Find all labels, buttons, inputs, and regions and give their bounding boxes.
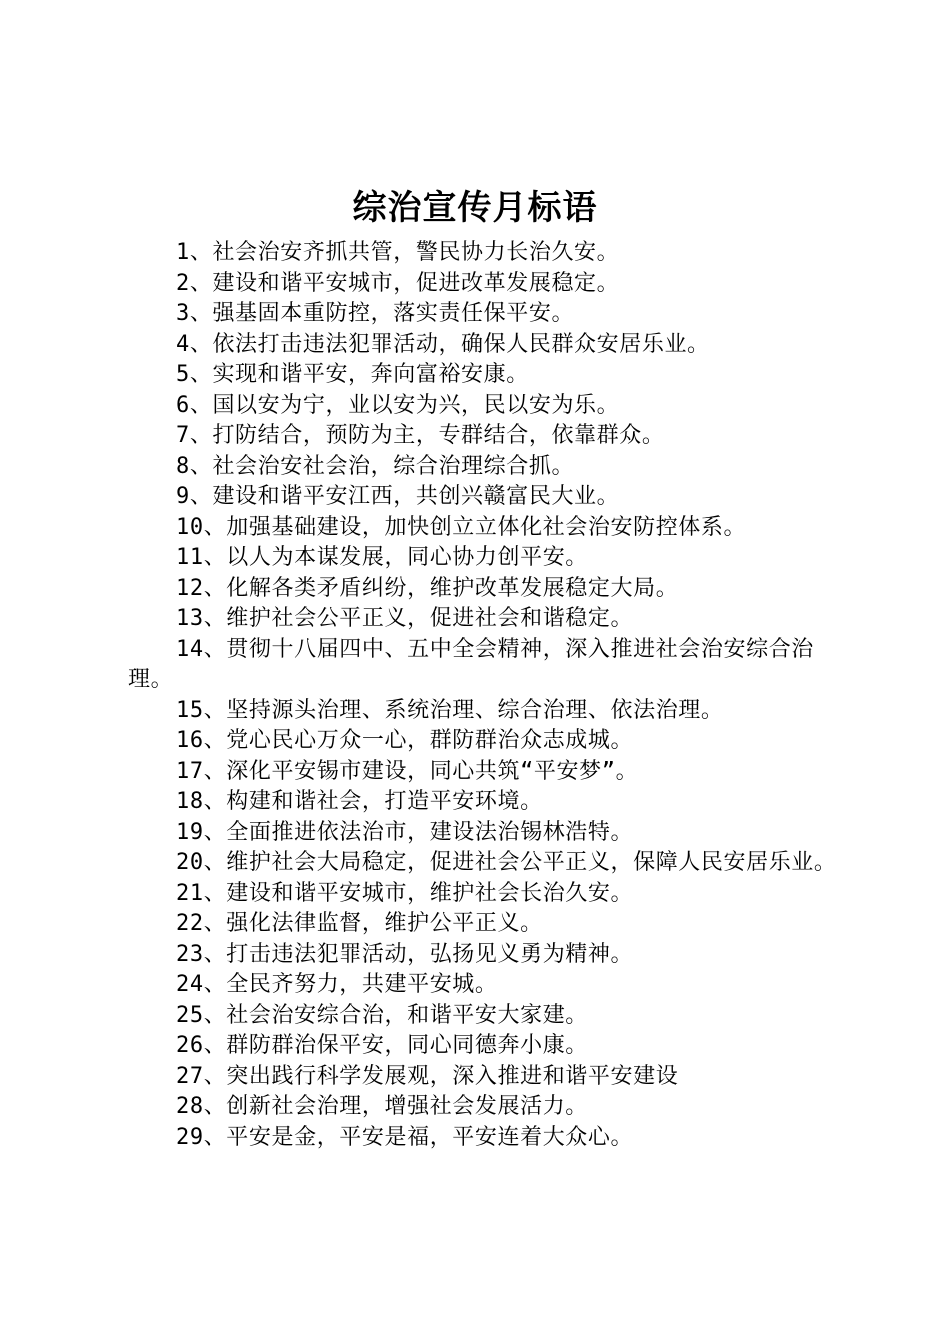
slogan-item: 17、深化平安锡市建设，同心共筑“平安梦”。 bbox=[176, 758, 639, 784]
slogan-item: 25、社会治安综合治，和谐平安大家建。 bbox=[176, 1002, 588, 1028]
slogan-item: 9、建设和谐平安江西，共创兴赣富民大业。 bbox=[176, 484, 620, 509]
slogan-item: 18、构建和谐社会，打造平安环境。 bbox=[176, 789, 543, 814]
slogan-item: 24、全民齐努力，共建平安城。 bbox=[176, 972, 498, 997]
slogan-item: 21、建设和谐平安城市，维护社会长治久安。 bbox=[176, 880, 634, 906]
document-title: 综治宣传月标语 bbox=[352, 188, 598, 228]
slogan-item: 26、群防群治保平安，同心同德奔小康。 bbox=[176, 1033, 588, 1058]
slogan-item: 4、依法打击违法犯罪活动，确保人民群众安居乐业。 bbox=[176, 331, 710, 357]
slogan-item: 5、实现和谐平安，奔向富裕安康。 bbox=[176, 362, 529, 387]
slogan-item: 6、国以安为宁，业以安为兴，民以安为乐。 bbox=[176, 392, 620, 418]
slogan-item: 20、维护社会大局稳定，促进社会公平正义，保障人民安居乐业。 bbox=[176, 850, 837, 875]
slogan-item: 27、突出践行科学发展观，深入推进和谐平安建设 bbox=[176, 1063, 679, 1089]
slogan-item: 14、贯彻十八届四中、五中全会精神，深入推进社会治安综合治理。 bbox=[128, 636, 814, 692]
slogan-item: 10、加强基础建设，加快创立立体化社会治安防控体系。 bbox=[176, 514, 747, 540]
slogan-item: 15、坚持源头治理、系统治理、综合治理、依法治理。 bbox=[176, 697, 724, 723]
slogan-item: 28、创新社会治理，增强社会发展活力。 bbox=[176, 1094, 588, 1119]
slogan-item: 7、打防结合，预防为主，专群结合，依靠群众。 bbox=[176, 423, 665, 448]
slogan-item: 29、平安是金，平安是福，平安连着大众心。 bbox=[176, 1124, 634, 1150]
slogan-item: 3、强基固本重防控，落实责任保平安。 bbox=[176, 301, 575, 326]
slogan-item: 8、社会治安社会治，综合治理综合抓。 bbox=[176, 453, 575, 479]
slogan-item: 16、党心民心万众一心，群防群治众志成城。 bbox=[176, 728, 634, 753]
slogan-item: 2、建设和谐平安城市，促进改革发展稳定。 bbox=[176, 270, 620, 296]
slogan-list bbox=[128, 238, 838, 1153]
slogan-item: 12、化解各类矛盾纠纷，维护改革发展稳定大局。 bbox=[176, 575, 679, 601]
slogan-item: 23、打击违法犯罪活动，弘扬见义勇为精神。 bbox=[176, 941, 634, 967]
slogan-item: 13、维护社会公平正义，促进社会和谐稳定。 bbox=[176, 606, 634, 631]
slogan-item: 19、全面推进依法治市，建设法治锡林浩特。 bbox=[176, 819, 634, 845]
slogan-item: 22、强化法律监督，维护公平正义。 bbox=[176, 911, 543, 936]
slogan-item: 1、社会治安齐抓共管，警民协力长治久安。 bbox=[176, 240, 620, 265]
slogan-item: 11、以人为本谋发展，同心协力创平安。 bbox=[176, 545, 588, 570]
